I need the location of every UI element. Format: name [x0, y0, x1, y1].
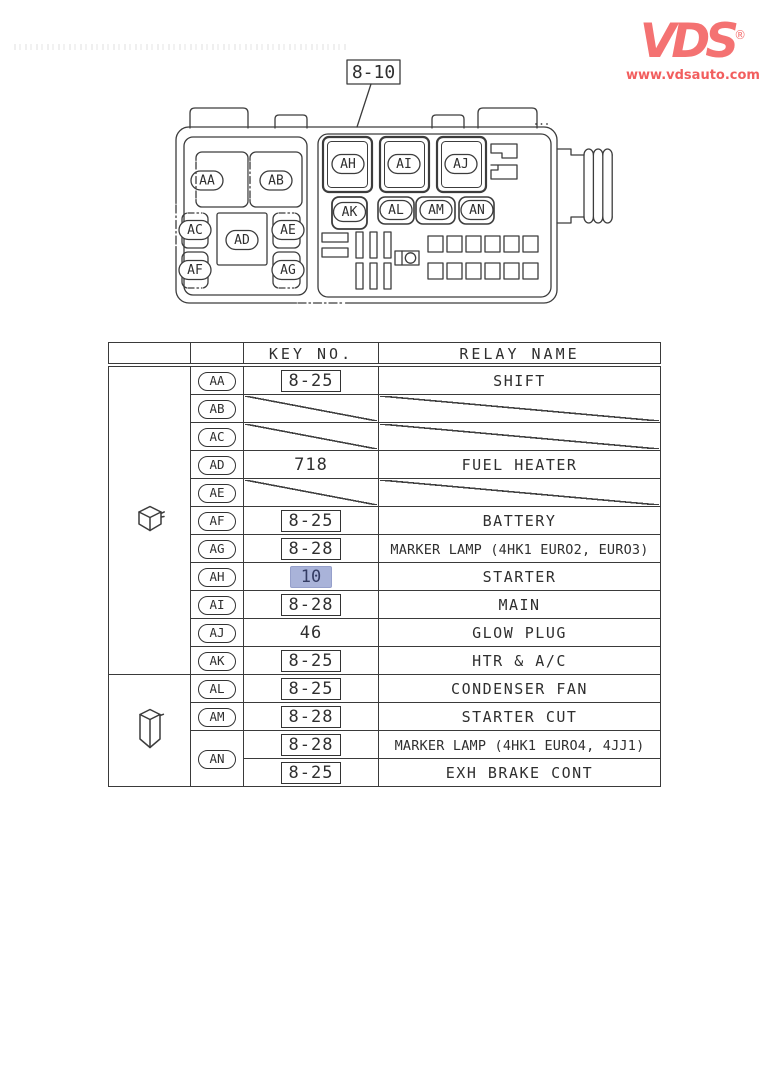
- relay-name-cell: BATTERY: [379, 507, 661, 535]
- key-label-cell: [191, 591, 244, 619]
- key-label-cell: [191, 451, 244, 479]
- relay-ak: [332, 197, 367, 229]
- relay-name-cell: CONDENSER FAN: [379, 675, 661, 703]
- key-label-cell: [191, 703, 244, 731]
- relay-type-cell-section1: [109, 365, 191, 675]
- relay-ad: [217, 213, 267, 265]
- key-ref-link[interactable]: 8-25: [281, 510, 342, 532]
- table-row-aj: [109, 619, 661, 647]
- table-row-aa: [109, 365, 661, 395]
- key-ref-plain: 46: [299, 622, 323, 643]
- selected-key-link[interactable]: 10: [290, 566, 332, 588]
- relay-name-cell-empty: [379, 395, 661, 423]
- relay-ag: [272, 252, 304, 288]
- relay-name-cell: HTR & A/C: [379, 647, 661, 675]
- key-label-ak: AK: [198, 652, 236, 671]
- key-label-header-cell: [191, 343, 244, 366]
- table-row-ad: [109, 451, 661, 479]
- key-ref-link[interactable]: 8-28: [281, 706, 342, 728]
- relay-am: [416, 197, 455, 224]
- key-label-ae: AE: [198, 484, 236, 503]
- key-label-cell: [191, 395, 244, 423]
- relay-name-cell: GLOW PLUG: [379, 619, 661, 647]
- key-label-cell: [191, 507, 244, 535]
- relay-name-cell: MAIN: [379, 591, 661, 619]
- relay-name-cell: MARKER LAMP (4HK1 EURO4, 4JJ1): [379, 731, 661, 759]
- key-label-ah: AH: [198, 568, 236, 587]
- key-ref-link[interactable]: 8-28: [281, 538, 342, 560]
- empty-cell-slash: [380, 396, 659, 421]
- table-row-ag: [109, 535, 661, 563]
- svg-text:AG: AG: [280, 263, 296, 278]
- key-no-cell: [244, 365, 379, 395]
- relay-cube-icon: [133, 502, 167, 536]
- empty-cell-slash: [380, 480, 659, 505]
- key-label-al: AL: [198, 680, 236, 699]
- relay-ae: [272, 213, 304, 248]
- relay-name-cell-empty: [379, 479, 661, 507]
- relay-an: [459, 197, 494, 224]
- empty-cell-slash: [380, 424, 659, 449]
- key-label-cell: [191, 619, 244, 647]
- svg-text:AJ: AJ: [453, 157, 469, 172]
- clip-shapes: [491, 144, 517, 179]
- registered-mark: ®: [734, 28, 747, 42]
- empty-cell-slash: [245, 396, 377, 421]
- relay-name-cell: SHIFT: [379, 365, 661, 395]
- key-no-cell: [244, 619, 379, 647]
- key-no-cell: [244, 759, 379, 787]
- key-no-cell: [244, 731, 379, 759]
- key-label-aj: AJ: [198, 624, 236, 643]
- relay-type-header-cell: [109, 343, 191, 366]
- table-row-ak: [109, 647, 661, 675]
- table-row-ai: [109, 591, 661, 619]
- relay-al: [378, 197, 414, 224]
- key-label-cell: [191, 365, 244, 395]
- key-ref-link[interactable]: 8-25: [281, 762, 342, 784]
- key-no-cell-empty: [244, 479, 379, 507]
- key-no-cell: [244, 535, 379, 563]
- key-ref-link[interactable]: 8-25: [281, 650, 342, 672]
- relay-name-cell: MARKER LAMP (4HK1 EURO2, EURO3): [379, 535, 661, 563]
- key-label-ag: AG: [198, 540, 236, 559]
- key-label-cell: [191, 647, 244, 675]
- relay-aj: [437, 137, 486, 192]
- key-no-cell: [244, 591, 379, 619]
- mounting-tabs: [190, 108, 548, 128]
- svg-text:AH: AH: [340, 157, 356, 172]
- svg-text:AC: AC: [187, 223, 203, 238]
- svg-text:AF: AF: [187, 263, 203, 278]
- table-row-ab: [109, 395, 661, 423]
- fuse-grid: [428, 236, 538, 279]
- table-row-ah: [109, 563, 661, 591]
- key-no-cell: [244, 675, 379, 703]
- table-row-ae: [109, 479, 661, 507]
- key-label-cell: [191, 731, 244, 787]
- table-row-am: [109, 703, 661, 731]
- relay-type-cell-section2: [109, 675, 191, 787]
- svg-text:AN: AN: [469, 203, 485, 218]
- key-label-ab: AB: [198, 400, 236, 419]
- key-label-ad: AD: [198, 456, 236, 475]
- key-ref-link[interactable]: 8-25: [281, 370, 342, 392]
- empty-cell-slash: [245, 480, 377, 505]
- relay-name-cell-empty: [379, 423, 661, 451]
- relay-name-header: RELAY NAME: [379, 343, 661, 366]
- key-ref-link[interactable]: 8-28: [281, 594, 342, 616]
- key-label-ac: AC: [198, 428, 236, 447]
- key-ref-plain: 718: [294, 454, 328, 475]
- svg-text:AL: AL: [388, 203, 404, 218]
- key-label-am: AM: [198, 708, 236, 727]
- key-label-cell: [191, 563, 244, 591]
- fusebox-diagram-svg: [0, 0, 769, 335]
- harness-grommet: [557, 149, 612, 223]
- key-label-ai: AI: [198, 596, 236, 615]
- relay-ai: [380, 137, 429, 192]
- key-no-cell: [244, 563, 379, 591]
- page-ref-callout-label[interactable]: 8-10: [351, 62, 396, 83]
- key-label-cell: [191, 675, 244, 703]
- svg-text:AI: AI: [396, 157, 412, 172]
- table-row-al: [109, 675, 661, 703]
- key-label-af: AF: [198, 512, 236, 531]
- diode-component: [395, 251, 419, 265]
- key-no-cell: [244, 703, 379, 731]
- relay-table: [108, 342, 661, 787]
- table-row-af: [109, 507, 661, 535]
- table-header-row: [109, 343, 661, 366]
- svg-text:AD: AD: [234, 233, 250, 248]
- key-no-cell: [244, 451, 379, 479]
- relay-name-cell: STARTER: [379, 563, 661, 591]
- table-row-an-1: [109, 731, 661, 759]
- relay-aa: [191, 152, 248, 207]
- key-no-cell-empty: [244, 395, 379, 423]
- svg-text:AA: AA: [199, 173, 215, 189]
- key-no-header: KEY NO.: [244, 343, 379, 366]
- key-ref-link[interactable]: 8-25: [281, 678, 342, 700]
- key-label-cell: [191, 535, 244, 563]
- relay-name-cell: EXH BRAKE CONT: [379, 759, 661, 787]
- key-label-cell: [191, 479, 244, 507]
- vds-logo-text: VDS: [639, 14, 735, 69]
- key-no-cell-empty: [244, 423, 379, 451]
- empty-cell-slash: [245, 424, 377, 449]
- relay-ab: [250, 152, 302, 207]
- svg-text:AB: AB: [268, 173, 284, 189]
- key-label-cell: [191, 423, 244, 451]
- key-label-aa: AA: [198, 372, 236, 391]
- svg-text:AK: AK: [341, 205, 358, 220]
- table-row-ac: [109, 423, 661, 451]
- relay-name-cell: FUEL HEATER: [379, 451, 661, 479]
- key-no-cell: [244, 507, 379, 535]
- key-label-an: AN: [198, 750, 236, 769]
- key-no-cell: [244, 647, 379, 675]
- svg-text:AE: AE: [280, 223, 296, 238]
- fuse-strips: [322, 232, 391, 289]
- vds-website-text: www.vdsauto.com: [626, 68, 760, 83]
- relay-ah: [323, 137, 372, 192]
- key-ref-link[interactable]: 8-28: [281, 734, 342, 756]
- svg-text:AM: AM: [428, 203, 444, 218]
- relay-name-cell: STARTER CUT: [379, 703, 661, 731]
- relay-tall-box-icon: [134, 706, 166, 752]
